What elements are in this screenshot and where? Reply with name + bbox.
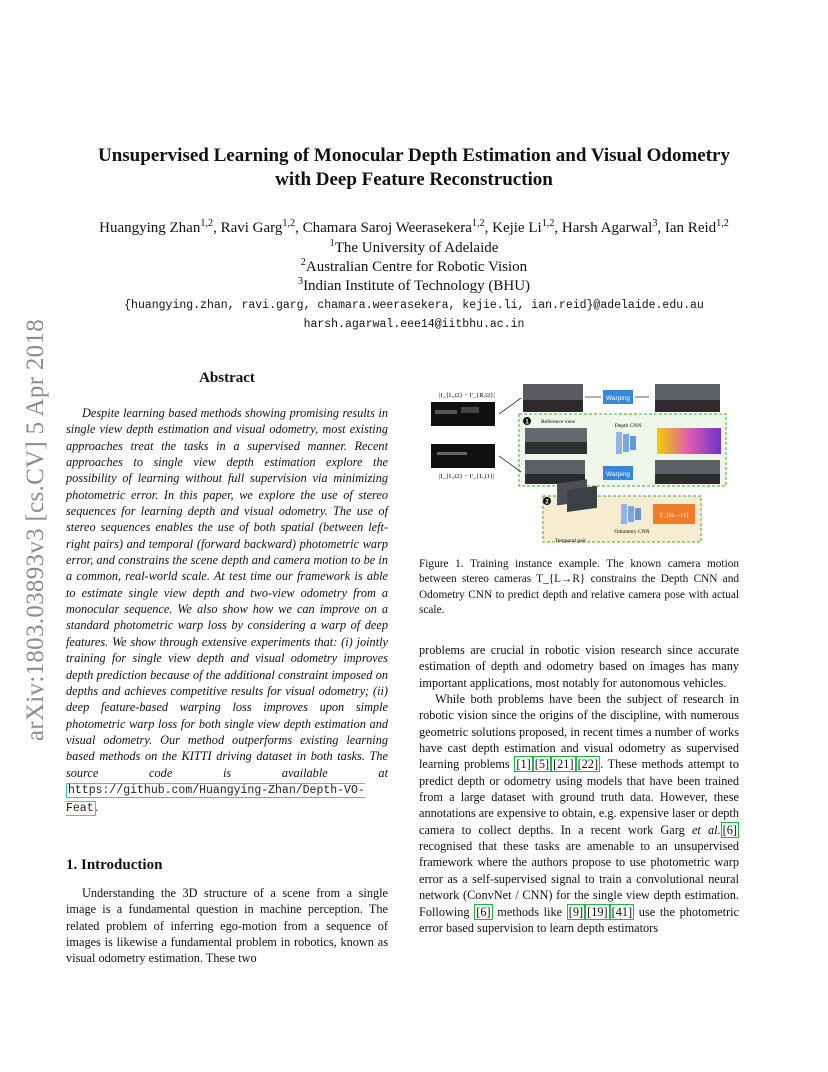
- author-affiliation-mark: 1,2: [471, 218, 485, 229]
- author-separator: ,: [295, 220, 303, 236]
- affiliation-3: $^3$Indian Institute of Technology (BHU): [297, 276, 531, 294]
- author-name: Ravi Garg: [220, 220, 283, 236]
- citation-9[interactable]: [9]: [568, 904, 584, 919]
- citation-6b[interactable]: [6]: [476, 904, 491, 919]
- introduction-paragraph: Understanding the 3D structure of a scene from a single image is a fundamental question in machine perception. The related problem of inferring ego-motion from a sequence of images is likewise a fundamental problem in robotics, known as visual odometry estimation. These two: [66, 886, 388, 966]
- photo-bottom-left: [525, 460, 585, 484]
- author-affiliation-mark: 1,2: [541, 218, 555, 229]
- abstract-body: Despite learning based methods showing promising results in single view depth estimation and visual odometry, most existing approaches treat the tasks in a supervised manner. Recent approaches to single view depth estimation explore the possibility of learning without full supervision via minimizing photometric error. In this paper, we explore the use of stereo sequences for learning depth and visual odometry. The use of stereo sequences enables the use of both spatial (between left-right pairs) and temporal (forward backward) photometric warp error, and constrains the scene depth and camera motion to be in a common, real-world scale. At test time our framework is able to estimate single view depth and two-view odometry from a monocular sequence. We also show how we can improve on a standard photometric warp loss by considering a warp of deep features. We show through extensive experiments that: (i) jointly training for single view depth and visual odometry improves depth prediction because of the additional constraint imposed on depths and achieves competitive results for visual odometry; (ii) deep feature-based warping loss improves upon simple photometric warp loss for both single view depth estimation and visual odometry. Our method outperforms existing learning based methods on the KITTI driving dataset in both tasks. The source code is available at https://github.com/Huangying-Zhan/Depth-VO-Feat .: [66, 406, 388, 816]
- error-map-top: [431, 392, 495, 426]
- author-affiliation-mark: 1,2: [282, 218, 296, 229]
- svg-text:1: 1: [525, 419, 529, 426]
- citation-41[interactable]: [41]: [611, 904, 633, 919]
- figure-1-diagram: [425, 380, 728, 547]
- author-affiliation-mark: 1,2: [716, 218, 729, 229]
- author-list: [60, 218, 768, 238]
- author-name: Harsh Agarwal: [561, 220, 653, 236]
- svg-text:T_{t2→t1}: T_{t2→t1}: [658, 512, 690, 519]
- depth-map: [657, 428, 721, 454]
- svg-text:Reference view: Reference view: [541, 419, 576, 425]
- author-separator: ,: [657, 220, 665, 236]
- emails-line1: {huangying.zhan, ravi.garg, chamara.weerasekera, kejie.li, ian.reid}@adelaide.edu.au: [124, 299, 704, 312]
- svg-text:|I_{L,t2} − I'_{R,t2}|: |I_{L,t2} − I'_{R,t2}|: [439, 392, 495, 399]
- svg-text:Odometry CNN: Odometry CNN: [614, 529, 650, 535]
- svg-text:Temporal pair: Temporal pair: [555, 538, 586, 544]
- citation-21[interactable]: [21]: [553, 757, 574, 772]
- affiliation-2: $^2$Australian Centre for Robotic Vision: [300, 257, 528, 275]
- citation-5[interactable]: [5]: [534, 757, 550, 772]
- photo-reference: [525, 428, 587, 454]
- citation-6[interactable]: [6]: [722, 822, 738, 837]
- photo-top-left: [523, 384, 583, 412]
- figure-1-caption: Figure 1. Training instance example. The known camera motion between stereo cameras T_{L→R} constrains the Depth CNN and Odometry CNN to predict depth and relative camera pose with actual scale.: [419, 558, 739, 617]
- svg-text:Warping: Warping: [606, 471, 630, 478]
- photo-bottom-right: [655, 460, 720, 484]
- introduction-heading: 1. Introduction: [66, 857, 163, 873]
- citation-19[interactable]: [19]: [587, 904, 608, 919]
- affiliation-1: $^1$The University of Adelaide: [329, 238, 499, 256]
- author-name: Ian Reid: [664, 220, 717, 236]
- svg-text:|I_{L,t2} − I'_{L,t1}|: |I_{L,t2} − I'_{L,t1}|: [439, 473, 495, 480]
- author-separator: ,: [484, 220, 493, 236]
- abstract-heading: Abstract: [199, 370, 255, 386]
- author-separator: ,: [554, 220, 562, 236]
- author-name: Huangying Zhan: [99, 220, 201, 236]
- citation-1[interactable]: [1]: [516, 757, 531, 772]
- author-affiliation-mark: 1,2: [200, 218, 214, 229]
- arxiv-side-label: arXiv:1803.03893v3 [cs.CV] 5 Apr 2018: [22, 318, 49, 742]
- emails-line2: harsh.agarwal.eee14@iitbhu.ac.in: [303, 318, 525, 331]
- citation-22[interactable]: [22]: [577, 757, 599, 772]
- code-link[interactable]: https://github.com/Huangying-Zhan/Depth-VO-Feat: [66, 783, 365, 816]
- svg-text:Warping: Warping: [606, 395, 630, 402]
- paper-title-line2: with Deep Feature Reconstruction: [275, 169, 553, 190]
- author-name: Kejie Li: [492, 220, 542, 236]
- svg-text:2: 2: [545, 499, 549, 506]
- author-affiliation-mark: 3: [652, 218, 658, 229]
- error-map-bottom: [431, 444, 495, 480]
- photo-top-right: [655, 384, 720, 412]
- paper-title-line1: Unsupervised Learning of Monocular Depth Estimation and Visual Odometry: [98, 145, 730, 166]
- right-column-text: problems are crucial in robotic vision research since accurate estimation of depth and odometry based on images has many important applications, most notably for autonomous vehicles. While both problems have been the subject of research in robotic vision since the origins of the discipline, with numerous geometric solutions proposed, in recent times a number of works have cast depth estimation and visual odometry as supervised learning problems [1] [5] [21] [22] . These methods attempt to predict depth or odometry using models that have been trained from a large dataset with ground truth data. However, these annotations are expensive to obtain, e.g. expensive laser or depth camera to collect depths. In a recent work Garg et al. [6] recognised that these tasks are amenable to an unsupervised framework where the authors propose to use photometric warp error as a self-supervised signal to train a convolutional neural network (ConvNet / CNN) for the single view depth estimation. Following [6] methods like [9] [19] [41] use the photometric error based supervision to learn depth estimators: [419, 643, 740, 935]
- author-name: Chamara Saroj Weerasekera: [302, 220, 472, 236]
- svg-text:Depth CNN: Depth CNN: [614, 423, 642, 429]
- author-separator: ,: [213, 220, 221, 236]
